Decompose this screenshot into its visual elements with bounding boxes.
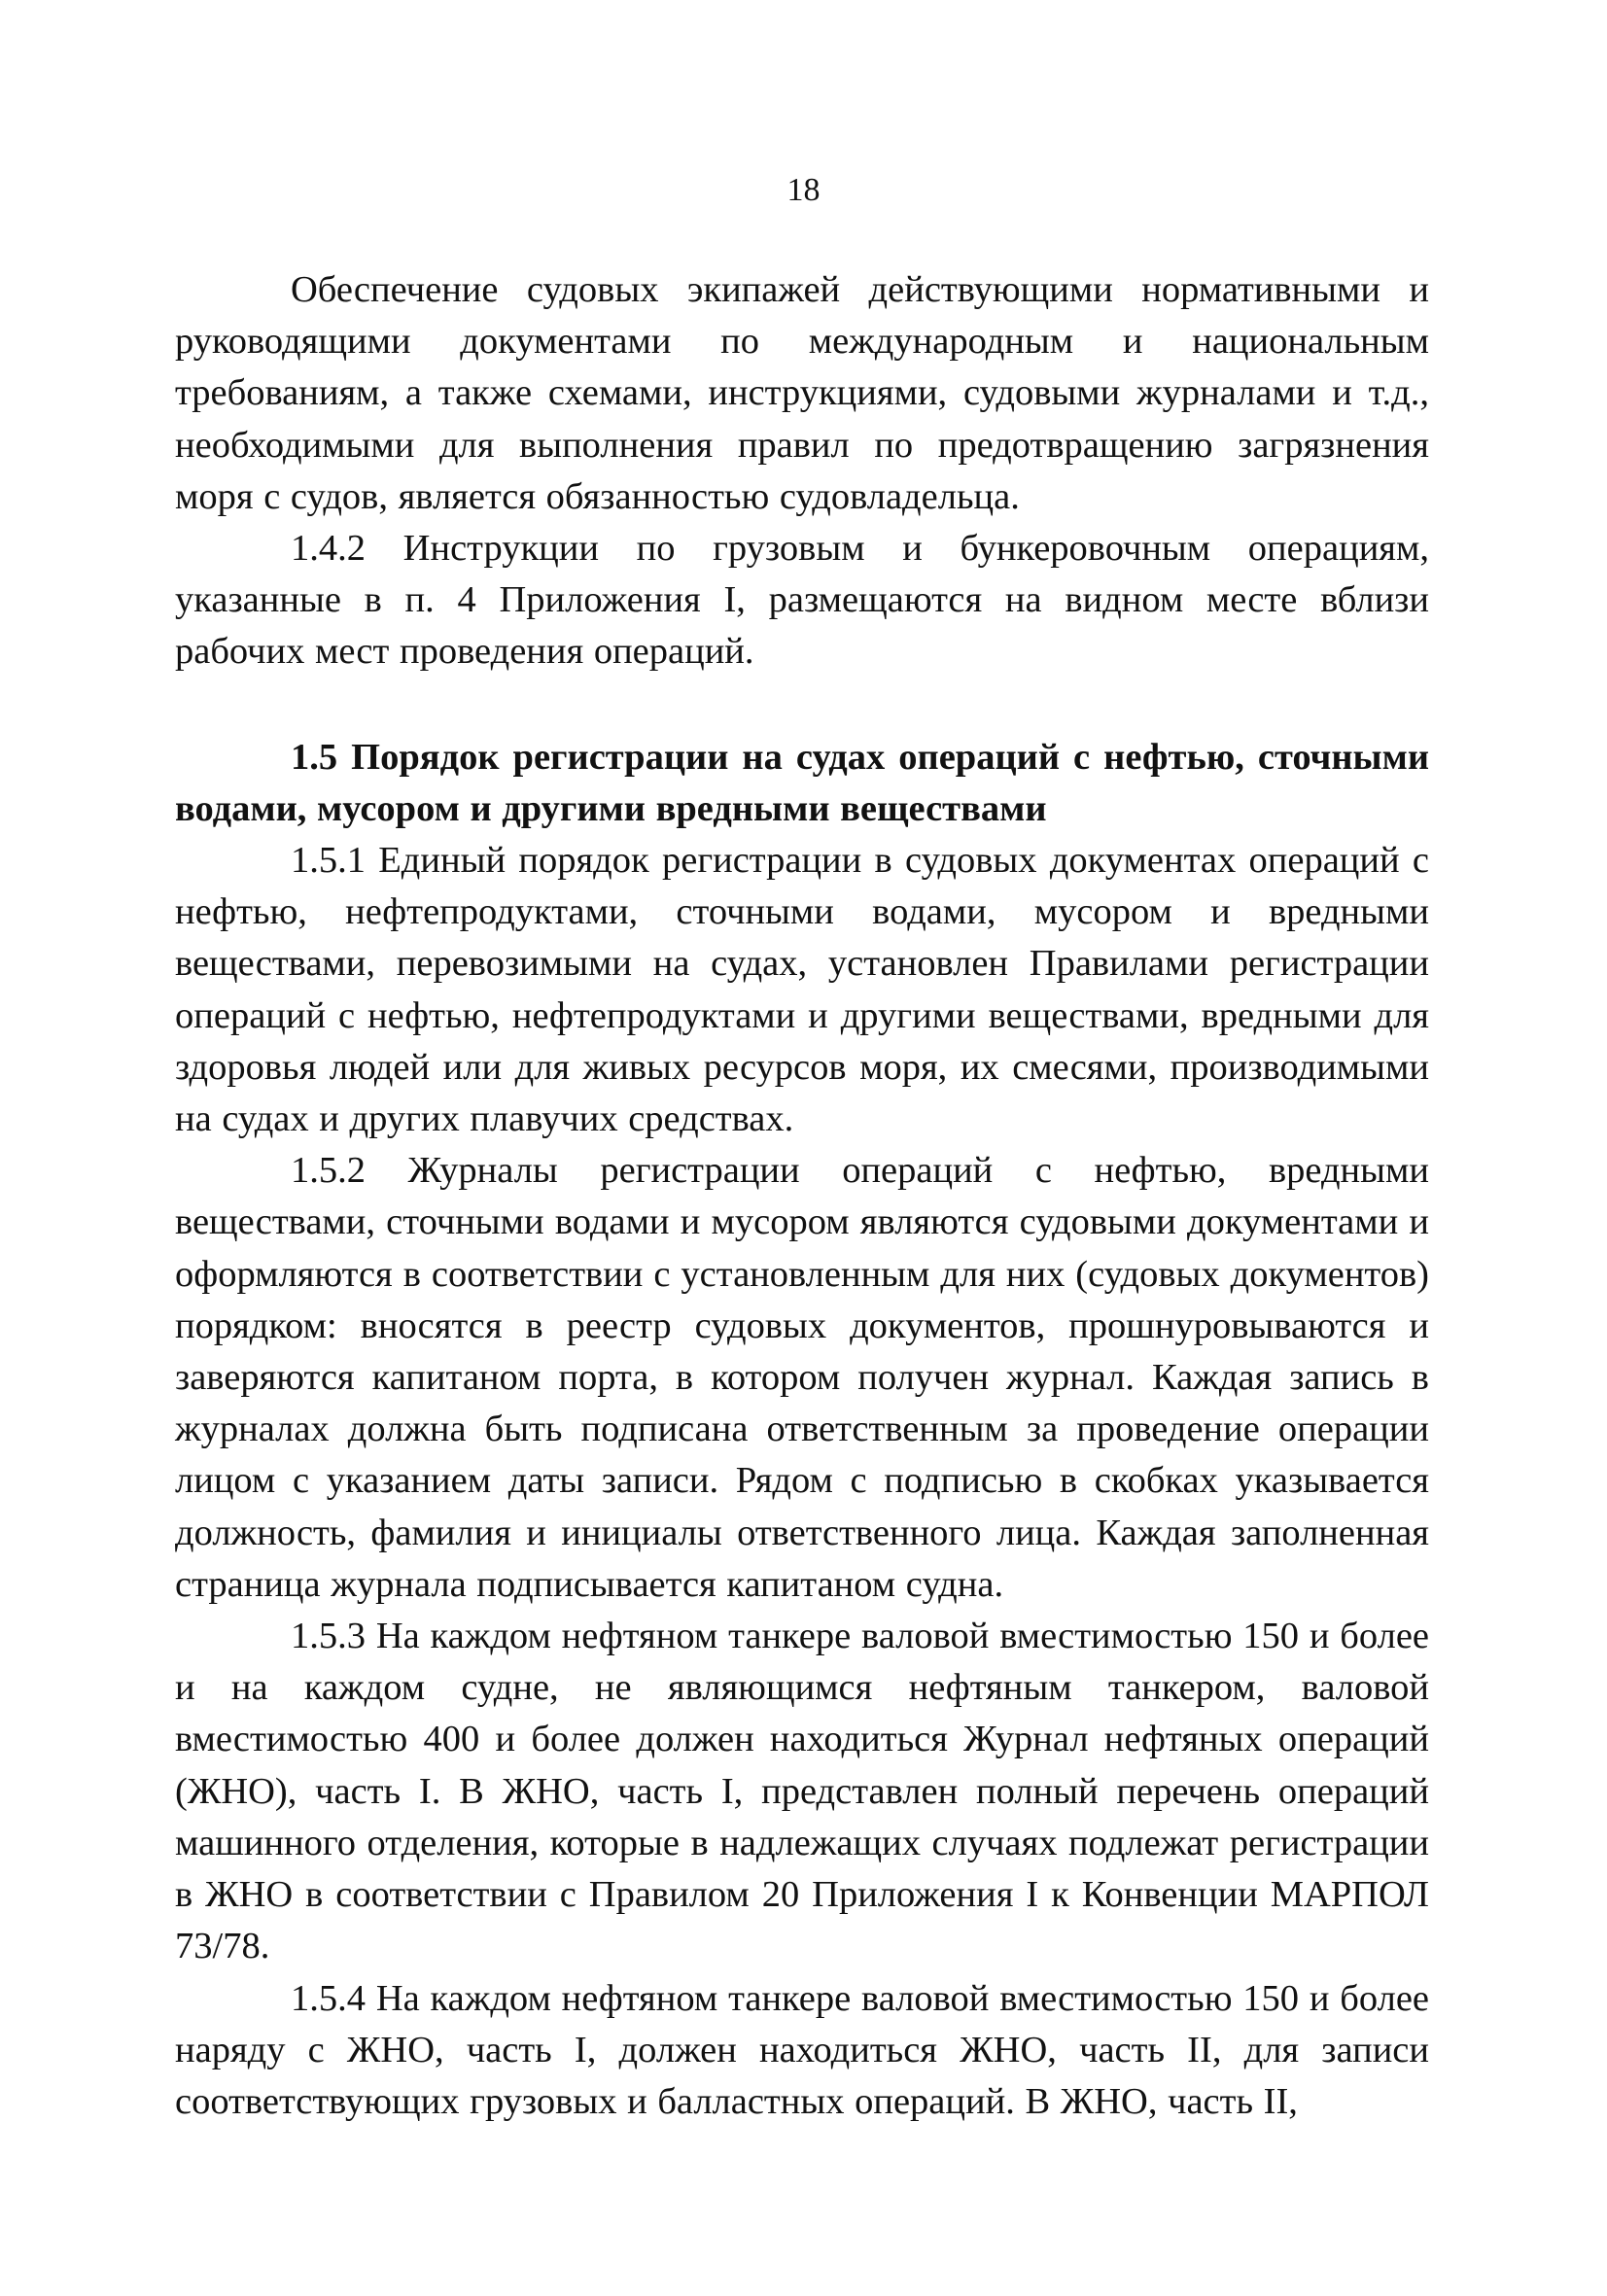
paragraph-1-4-2: 1.4.2 Инструкции по грузовым и бункеровочным операциям, указанные в п. 4 Приложения I, размещаются на видном месте вблизи рабочих мест проведения операций. — [175, 528, 1429, 673]
paragraph-1-5-1: 1.5.1 Единый порядок регистрации в судовых документах операций с нефтью, нефтепродуктами, сточными водами, мусором и вредными веществами, перевозимыми на судах, установлен Правилами регистрации операций с нефтью, нефтепродуктами и другими веществами, вредными для здоровья людей или для живых ресурсов моря, их смесями, производимыми на судах и других плавучих средствах. — [175, 840, 1429, 1140]
page-number: 18 — [786, 172, 821, 208]
paragraph-1-5-3: 1.5.3 На каждом нефтяном танкере валовой вместимостью 150 и более и на каждом судне, не являющимся нефтяным танкером, валовой вместимостью 400 и более должен находиться Журнал нефтяных операций (ЖНО), часть I. В ЖНО, часть I, представлен полный перечень операций машинного отделения, которые в надлежащих случаях подлежат регистрации в ЖНО в соответствии с Правилом 20 Приложения I к Конвенции МАРПОЛ 73/78. — [175, 1616, 1429, 1967]
section-heading-1-5: 1.5 Порядок регистрации на судах операций с нефтью, сточными водами, мусором и другими вредными веществами — [175, 736, 1429, 829]
document-body — [175, 264, 1429, 2128]
paragraph-1-5-4: 1.5.4 На каждом нефтяном танкере валовой вместимостью 150 и более наряду с ЖНО, часть I, должен находиться ЖНО, часть II, для записи соответствующих грузовых и балластных операций. В ЖНО, часть II, — [175, 1977, 1429, 2122]
paragraph-intro: Обеспечение судовых экипажей действующими нормативными и руководящими документами по международным и национальным требованиям, а также схемами, инструкциями, судовыми журналами и т.д., необходимыми для выполнения правил по предотвращению загрязнения моря с судов, является обязанностью судовладельца. — [175, 269, 1429, 517]
paragraph-1-5-2: 1.5.2 Журналы регистрации операций с нефтью, вредными веществами, сточными водами и мусором являются судовыми документами и оформляются в соответствии с установленным для них (судовых документов) порядком: вносятся в реестр судовых документов, прошнуровываются и заверяются капитаном порта, в котором получен журнал. Каждая запись в журналах должна быть подписана ответственным за проведение операции лицом с указанием даты записи. Рядом с подписью в скобках указывается должность, фамилия и инициалы ответственного лица. Каждая заполненная страница журнала подписывается капитаном судна. — [175, 1150, 1429, 1605]
